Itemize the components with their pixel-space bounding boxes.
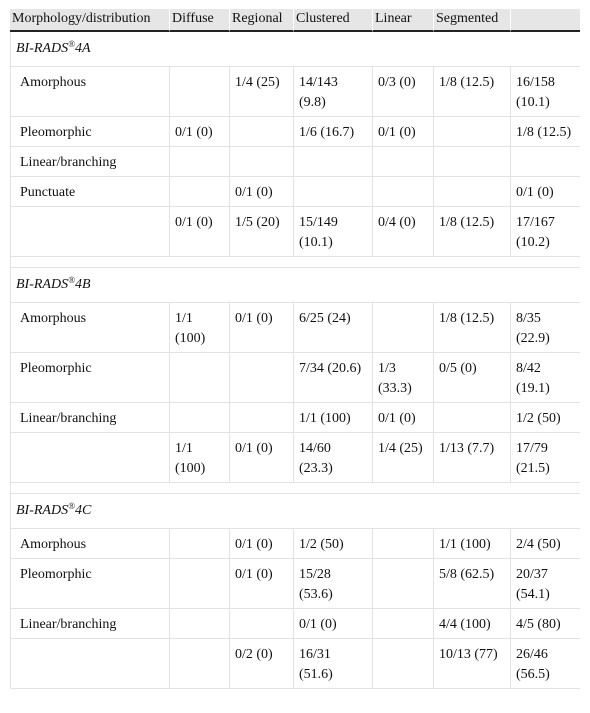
table-cell: 2/4 (50) bbox=[511, 529, 580, 559]
table-cell: 0/1 (0) bbox=[230, 559, 294, 609]
column-header-diffuse: Diffuse bbox=[170, 9, 230, 32]
row-label: Linear/branching bbox=[10, 147, 170, 177]
table-cell: 0/1 (0) bbox=[170, 207, 230, 257]
table-cell: 8/35 (22.9) bbox=[511, 303, 580, 353]
table-cell bbox=[434, 117, 511, 147]
table-cell: 17/167 (10.2) bbox=[511, 207, 580, 257]
table-cell bbox=[170, 609, 230, 639]
table-cell bbox=[294, 177, 373, 207]
table-cell bbox=[511, 147, 580, 177]
table-row bbox=[10, 639, 580, 689]
row-label: Punctuate bbox=[10, 177, 170, 207]
table-cell: 1/2 (50) bbox=[511, 403, 580, 433]
table-cell bbox=[373, 639, 434, 689]
table-cell bbox=[434, 177, 511, 207]
table-cell bbox=[170, 177, 230, 207]
table-cell bbox=[373, 559, 434, 609]
table-cell bbox=[373, 529, 434, 559]
table-cell: 1/8 (12.5) bbox=[434, 207, 511, 257]
section-title: BI-RADS®4B bbox=[10, 268, 580, 303]
table-cell: 1/8 (12.5) bbox=[434, 67, 511, 117]
table-cell bbox=[230, 403, 294, 433]
section-title: BI-RADS®4A bbox=[10, 32, 580, 67]
table-cell bbox=[230, 117, 294, 147]
row-label: Pleomorphic bbox=[10, 559, 170, 609]
table-cell: 5/8 (62.5) bbox=[434, 559, 511, 609]
row-label bbox=[10, 639, 170, 689]
column-header-morphology: Morphology/distribution bbox=[10, 9, 170, 32]
table-cell: 0/1 (0) bbox=[230, 303, 294, 353]
table-cell: 20/37 (54.1) bbox=[511, 559, 580, 609]
table-cell: 0/1 (0) bbox=[230, 177, 294, 207]
table-row bbox=[10, 67, 580, 117]
table-row bbox=[10, 207, 580, 257]
table-cell bbox=[170, 529, 230, 559]
column-header-clustered: Clustered bbox=[294, 9, 373, 32]
table-cell: 1/3 (33.3) bbox=[373, 353, 434, 403]
table-row bbox=[10, 177, 580, 207]
table-cell: 0/1 (0) bbox=[294, 609, 373, 639]
table-row bbox=[10, 559, 580, 609]
table-cell: 1/1 (100) bbox=[294, 403, 373, 433]
row-label: Linear/branching bbox=[10, 609, 170, 639]
row-label: Amorphous bbox=[10, 303, 170, 353]
table-cell bbox=[170, 639, 230, 689]
table-row bbox=[10, 529, 580, 559]
table-cell: 0/1 (0) bbox=[230, 529, 294, 559]
table-cell: 0/3 (0) bbox=[373, 67, 434, 117]
table-cell: 4/5 (80) bbox=[511, 609, 580, 639]
table-cell: 0/1 (0) bbox=[373, 117, 434, 147]
table-cell: 1/8 (12.5) bbox=[511, 117, 580, 147]
table-cell: 16/31 (51.6) bbox=[294, 639, 373, 689]
table-row bbox=[10, 147, 580, 177]
section-header-row bbox=[10, 32, 580, 67]
column-header-linear: Linear bbox=[373, 9, 434, 32]
header-row bbox=[10, 9, 580, 32]
table-cell bbox=[373, 177, 434, 207]
row-label: Linear/branching bbox=[10, 403, 170, 433]
table-cell: 17/79 (21.5) bbox=[511, 433, 580, 483]
section-spacer bbox=[10, 483, 580, 494]
row-label: Pleomorphic bbox=[10, 353, 170, 403]
table-cell: 0/1 (0) bbox=[170, 117, 230, 147]
table-cell: 26/46 (56.5) bbox=[511, 639, 580, 689]
table-cell: 7/34 (20.6) bbox=[294, 353, 373, 403]
table-cell bbox=[170, 559, 230, 609]
table-cell: 4/4 (100) bbox=[434, 609, 511, 639]
row-label: Pleomorphic bbox=[10, 117, 170, 147]
table-cell bbox=[373, 609, 434, 639]
table-cell: 0/5 (0) bbox=[434, 353, 511, 403]
section-header-row bbox=[10, 494, 580, 529]
table-cell: 1/4 (25) bbox=[373, 433, 434, 483]
table-cell: 15/28 (53.6) bbox=[294, 559, 373, 609]
table-cell: 1/1 (100) bbox=[434, 529, 511, 559]
table-row bbox=[10, 117, 580, 147]
table-cell: 0/1 (0) bbox=[511, 177, 580, 207]
table-cell: 6/25 (24) bbox=[294, 303, 373, 353]
section-title: BI-RADS®4C bbox=[10, 494, 580, 529]
row-label: Amorphous bbox=[10, 529, 170, 559]
section-header-row bbox=[10, 268, 580, 303]
table-cell: 1/8 (12.5) bbox=[434, 303, 511, 353]
table-cell: 1/6 (16.7) bbox=[294, 117, 373, 147]
table-cell: 1/1 (100) bbox=[170, 433, 230, 483]
table-cell: 14/143 (9.8) bbox=[294, 67, 373, 117]
table-cell bbox=[230, 147, 294, 177]
table-cell bbox=[170, 67, 230, 117]
table-cell bbox=[230, 353, 294, 403]
table-body bbox=[10, 32, 580, 689]
row-label: Amorphous bbox=[10, 67, 170, 117]
column-header-total bbox=[511, 9, 580, 32]
table-cell: 0/1 (0) bbox=[230, 433, 294, 483]
table-cell bbox=[373, 147, 434, 177]
table-container bbox=[10, 9, 580, 689]
table-cell bbox=[170, 403, 230, 433]
table-row bbox=[10, 303, 580, 353]
table-cell bbox=[170, 353, 230, 403]
table-cell: 1/1 (100) bbox=[170, 303, 230, 353]
table-cell: 0/2 (0) bbox=[230, 639, 294, 689]
row-label bbox=[10, 207, 170, 257]
table-cell bbox=[230, 609, 294, 639]
table-row bbox=[10, 433, 580, 483]
table-row bbox=[10, 403, 580, 433]
table-cell: 8/42 (19.1) bbox=[511, 353, 580, 403]
table-cell bbox=[373, 303, 434, 353]
table-cell: 0/1 (0) bbox=[373, 403, 434, 433]
table-cell: 10/13 (77) bbox=[434, 639, 511, 689]
table-cell: 14/60 (23.3) bbox=[294, 433, 373, 483]
table-cell bbox=[170, 147, 230, 177]
section-spacer bbox=[10, 257, 580, 268]
table-cell: 1/4 (25) bbox=[230, 67, 294, 117]
column-header-regional: Regional bbox=[230, 9, 294, 32]
row-label bbox=[10, 433, 170, 483]
data-table bbox=[10, 9, 580, 689]
table-row bbox=[10, 353, 580, 403]
table-row bbox=[10, 609, 580, 639]
table-cell: 1/2 (50) bbox=[294, 529, 373, 559]
table-cell: 1/13 (7.7) bbox=[434, 433, 511, 483]
column-header-segmented: Segmented bbox=[434, 9, 511, 32]
table-cell: 0/4 (0) bbox=[373, 207, 434, 257]
table-cell: 1/5 (20) bbox=[230, 207, 294, 257]
table-cell bbox=[434, 403, 511, 433]
table-cell bbox=[294, 147, 373, 177]
table-cell: 16/158 (10.1) bbox=[511, 67, 580, 117]
table-cell: 15/149 (10.1) bbox=[294, 207, 373, 257]
table-cell bbox=[434, 147, 511, 177]
